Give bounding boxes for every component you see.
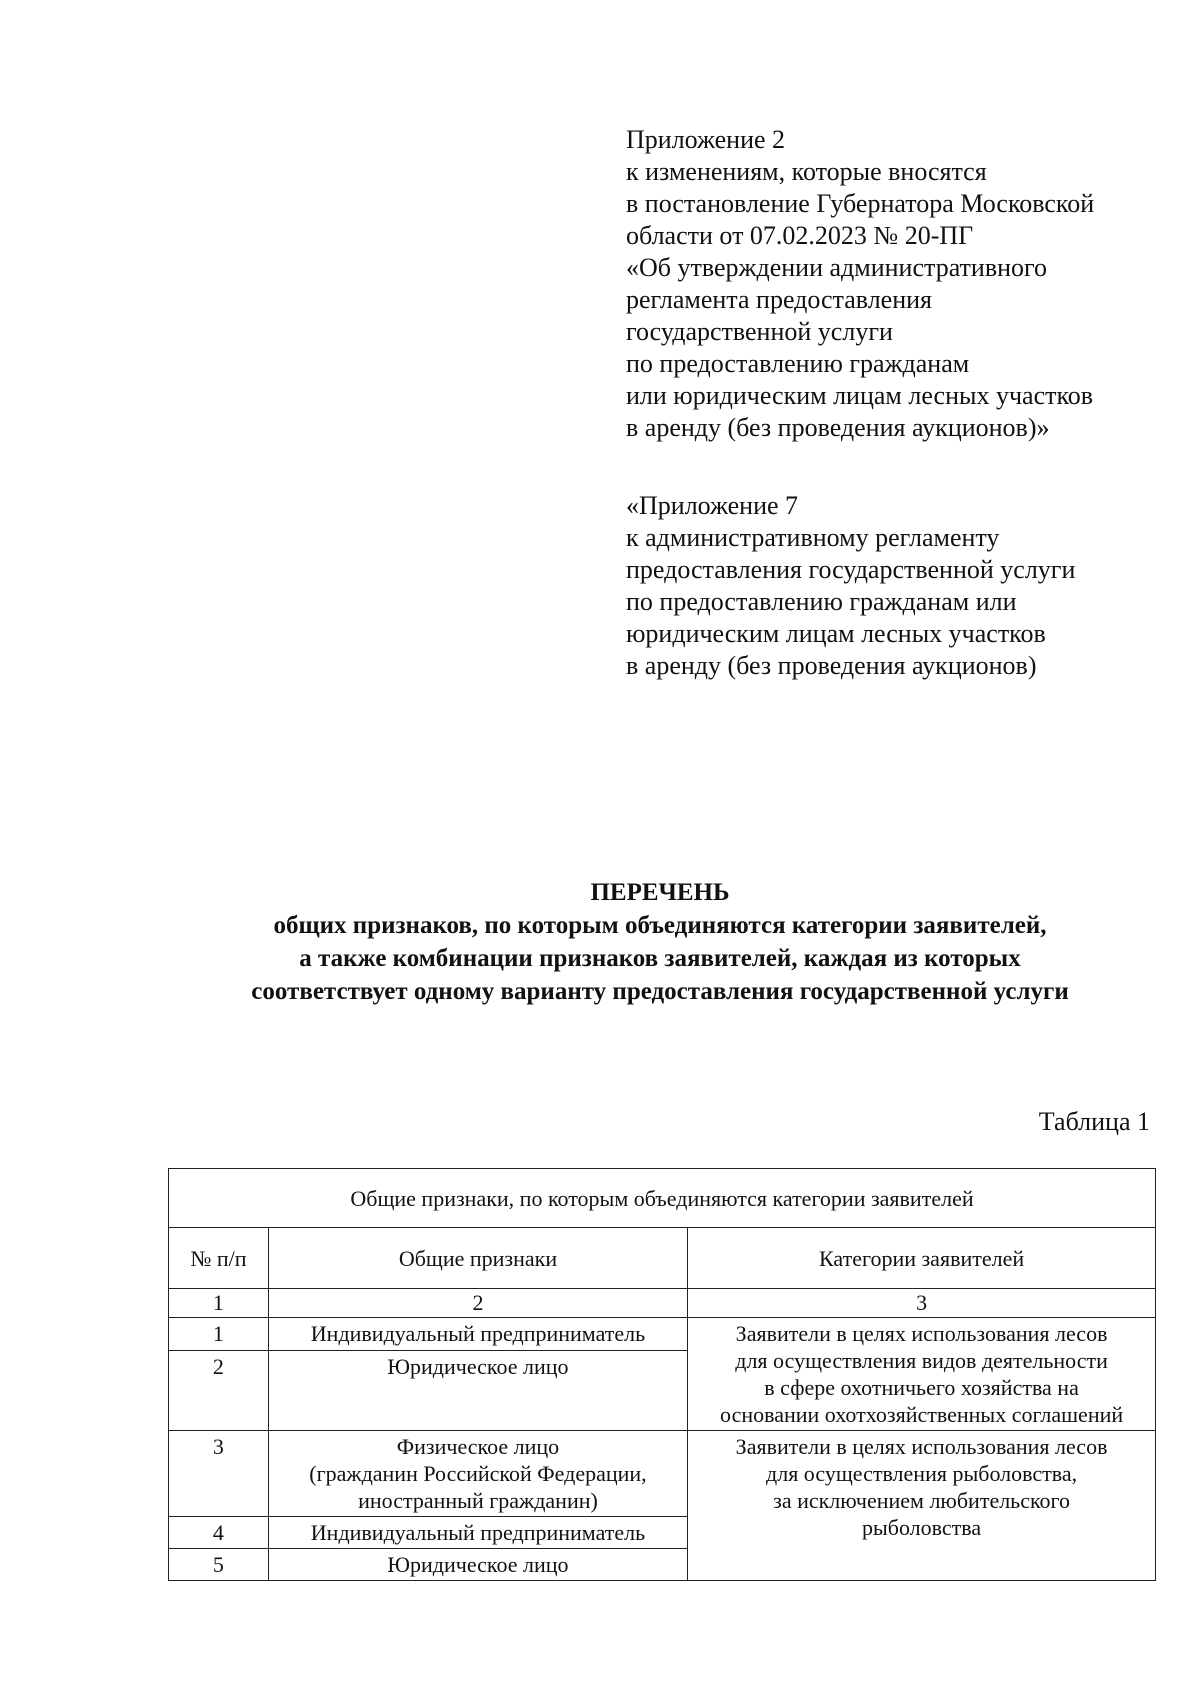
appendix-regulation-line: по предоставлению гражданам или [626, 587, 1017, 616]
appendix-header-line: «Об утверждении административного [626, 253, 1048, 282]
index-cell: 1 [169, 1289, 269, 1318]
appendix-header-line: Приложение 2 [626, 125, 786, 154]
feature-line: Физическое лицо [396, 1434, 560, 1459]
table-row [169, 1431, 1156, 1517]
feature-line: (гражданин Российской Федерации, [309, 1461, 647, 1486]
appendix-regulation-line: юридическим лицам лесных участков [626, 619, 1046, 648]
applicant-features-table [168, 1168, 1156, 1581]
row-feature: Юридическое лицо [268, 1549, 687, 1581]
appendix-header-line: области от 07.02.2023 № 20-ПГ [626, 221, 974, 250]
appendix-header-line: в постановление Губернатора Московской [626, 189, 1095, 218]
appendix-header-line: регламента предоставления [626, 285, 933, 314]
title-line: а также комбинации признаков заявителей, каждая из которых [299, 945, 1021, 972]
table-caption-row [169, 1169, 1156, 1228]
category-line: основании охотхозяйственных соглашений [720, 1402, 1124, 1427]
row-feature: Индивидуальный предприниматель [268, 1318, 687, 1351]
document-title [180, 876, 1140, 1008]
table-caption: Общие признаки, по которым объединяются категории заявителей [169, 1169, 1156, 1228]
row-number: 1 [169, 1318, 269, 1351]
table-label: Таблица 1 [1038, 1107, 1150, 1136]
category-line: Заявители в целях использования лесов [735, 1434, 1108, 1459]
appendix-header-line: по предоставлению гражданам [626, 349, 970, 378]
index-cell: 2 [268, 1289, 687, 1318]
appendix-regulation [626, 490, 1186, 682]
header-number: № п/п [169, 1228, 269, 1289]
appendix-header [626, 124, 1186, 444]
row-number: 5 [169, 1549, 269, 1581]
row-feature: Юридическое лицо [268, 1351, 687, 1431]
row-number: 3 [169, 1431, 269, 1517]
feature-line: иностранный гражданин) [358, 1488, 598, 1513]
appendix-header-line: к изменениям, которые вносятся [626, 157, 987, 186]
row-feature [268, 1431, 687, 1517]
title-line: общих признаков, по которым объединяются категории заявителей, [273, 912, 1047, 939]
header-features: Общие признаки [268, 1228, 687, 1289]
row-feature: Индивидуальный предприниматель [268, 1517, 687, 1549]
table-index-row [169, 1289, 1156, 1318]
row-number: 4 [169, 1517, 269, 1549]
table-row [169, 1318, 1156, 1351]
category-line: рыболовства [861, 1515, 982, 1540]
category-cell [688, 1431, 1156, 1581]
category-line: для осуществления видов деятельности [735, 1348, 1108, 1373]
appendix-header-line: или юридическим лицам лесных участков [626, 381, 1094, 410]
category-cell [688, 1318, 1156, 1431]
appendix-regulation-line: к административному регламенту [626, 523, 1000, 552]
title-line: соответствует одному варианту предоставления государственной услуги [251, 978, 1069, 1005]
row-number: 2 [169, 1351, 269, 1431]
appendix-regulation-line: в аренду (без проведения аукционов) [626, 651, 1037, 680]
appendix-regulation-line: предоставления государственной услуги [626, 555, 1076, 584]
appendix-header-line: в аренду (без проведения аукционов)» [626, 413, 1050, 442]
category-line: в сфере охотничьего хозяйства на [764, 1375, 1079, 1400]
title-heading: ПЕРЕЧЕНЬ [590, 879, 730, 906]
category-line: Заявители в целях использования лесов [735, 1321, 1108, 1346]
appendix-header-line: государственной услуги [626, 317, 893, 346]
index-cell: 3 [688, 1289, 1156, 1318]
header-categories: Категории заявителей [688, 1228, 1156, 1289]
category-line: для осуществления рыболовства, [766, 1461, 1078, 1486]
category-line: за исключением любительского [773, 1488, 1071, 1513]
appendix-regulation-line: «Приложение 7 [626, 491, 799, 520]
table-header-row [169, 1228, 1156, 1289]
